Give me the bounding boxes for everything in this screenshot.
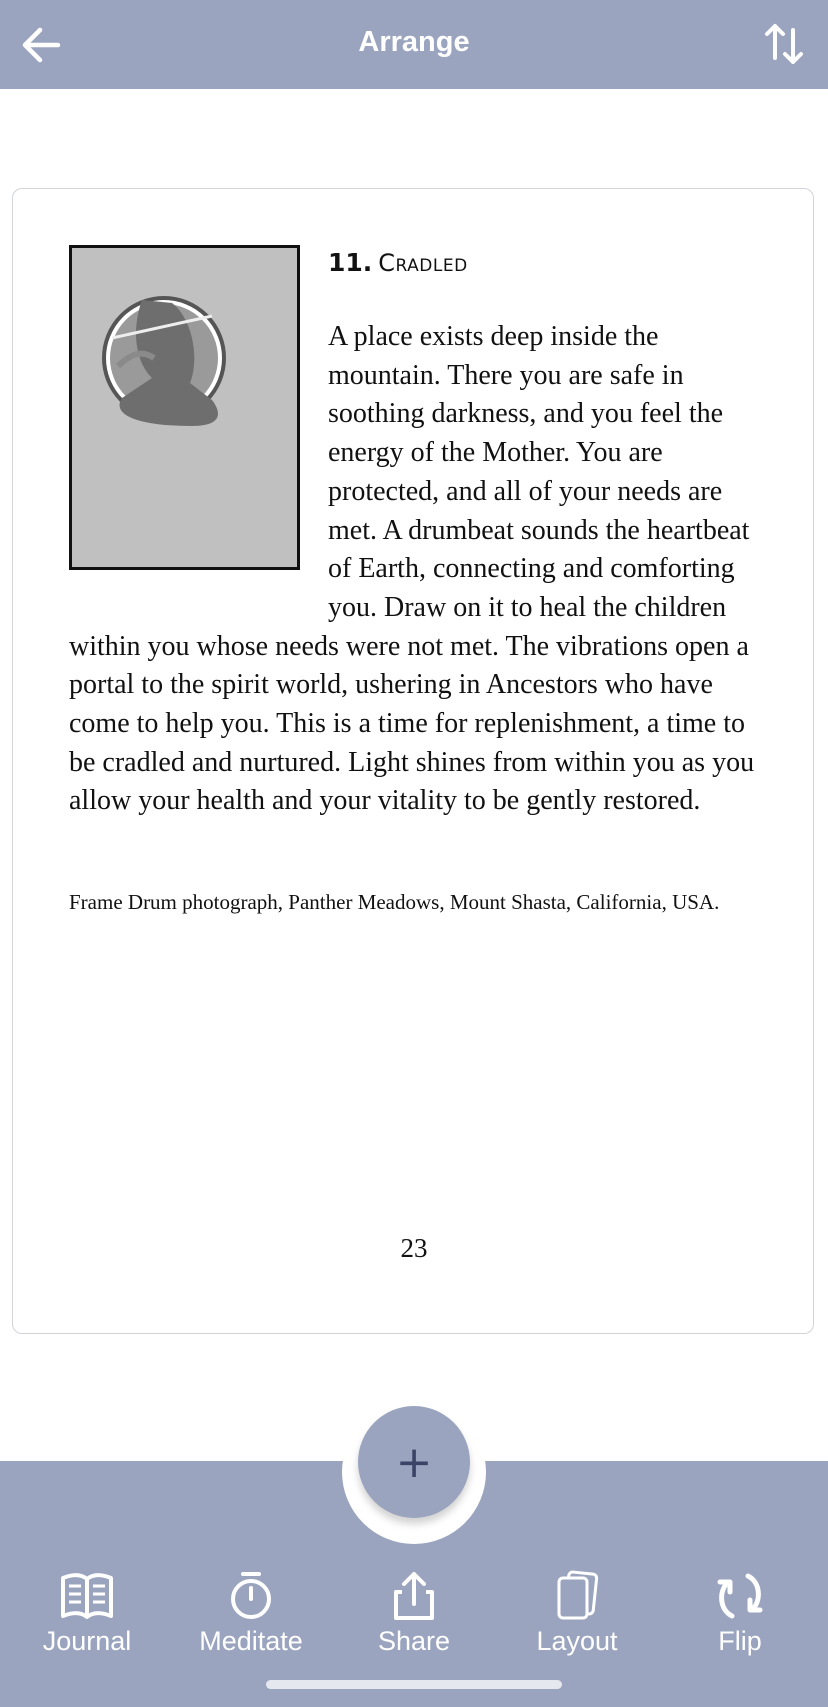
book-open-icon <box>59 1570 115 1622</box>
nav-flip[interactable] <box>660 1570 820 1657</box>
nav-journal-label: Journal <box>42 1626 132 1656</box>
card-number: 11. <box>328 248 373 277</box>
photo-caption: Frame Drum photograph, Panther Meadows, Mount Shasta, California, USA. <box>69 890 720 914</box>
card-title <box>328 248 468 277</box>
home-indicator[interactable] <box>266 1680 562 1689</box>
card-body: A place exists deep inside the mountain. There you are safe in soothing darkness, and you feel the energy of the Mother. You are protected, and all of your needs are met. A drumbeat sounds the heartbeat of Earth, connecting and comforting you. Draw on it to heal the children within you whose needs were not met. The vibrations open a portal to the spirit world, ushering in Ancestors who have come to help you. This is a time for replenishment, a time to be cradled and nurtured. Light shines from within you as you allow your health and your vitality to be gently restored. <box>69 321 755 817</box>
nav-meditate-label: Meditate <box>199 1626 303 1656</box>
add-button[interactable]: + <box>358 1406 470 1518</box>
top-app-bar <box>0 0 828 89</box>
nav-layout[interactable] <box>497 1570 657 1657</box>
page-title: Arrange <box>358 26 470 58</box>
page-number: 23 <box>400 1233 428 1263</box>
nav-meditate[interactable] <box>171 1570 331 1657</box>
nav-journal[interactable] <box>7 1570 167 1657</box>
nav-share[interactable] <box>334 1570 494 1657</box>
timer-icon <box>223 1570 279 1622</box>
cards-icon <box>549 1570 605 1622</box>
card-description <box>69 318 769 821</box>
nav-share-label: Share <box>377 1626 451 1656</box>
card-name: Cradled <box>378 249 468 277</box>
flip-icon <box>712 1570 768 1622</box>
nav-layout-label: Layout <box>536 1626 618 1656</box>
nav-flip-label: Flip <box>718 1626 762 1656</box>
swap-vertical-icon[interactable] <box>760 20 808 68</box>
share-icon <box>386 1570 442 1622</box>
